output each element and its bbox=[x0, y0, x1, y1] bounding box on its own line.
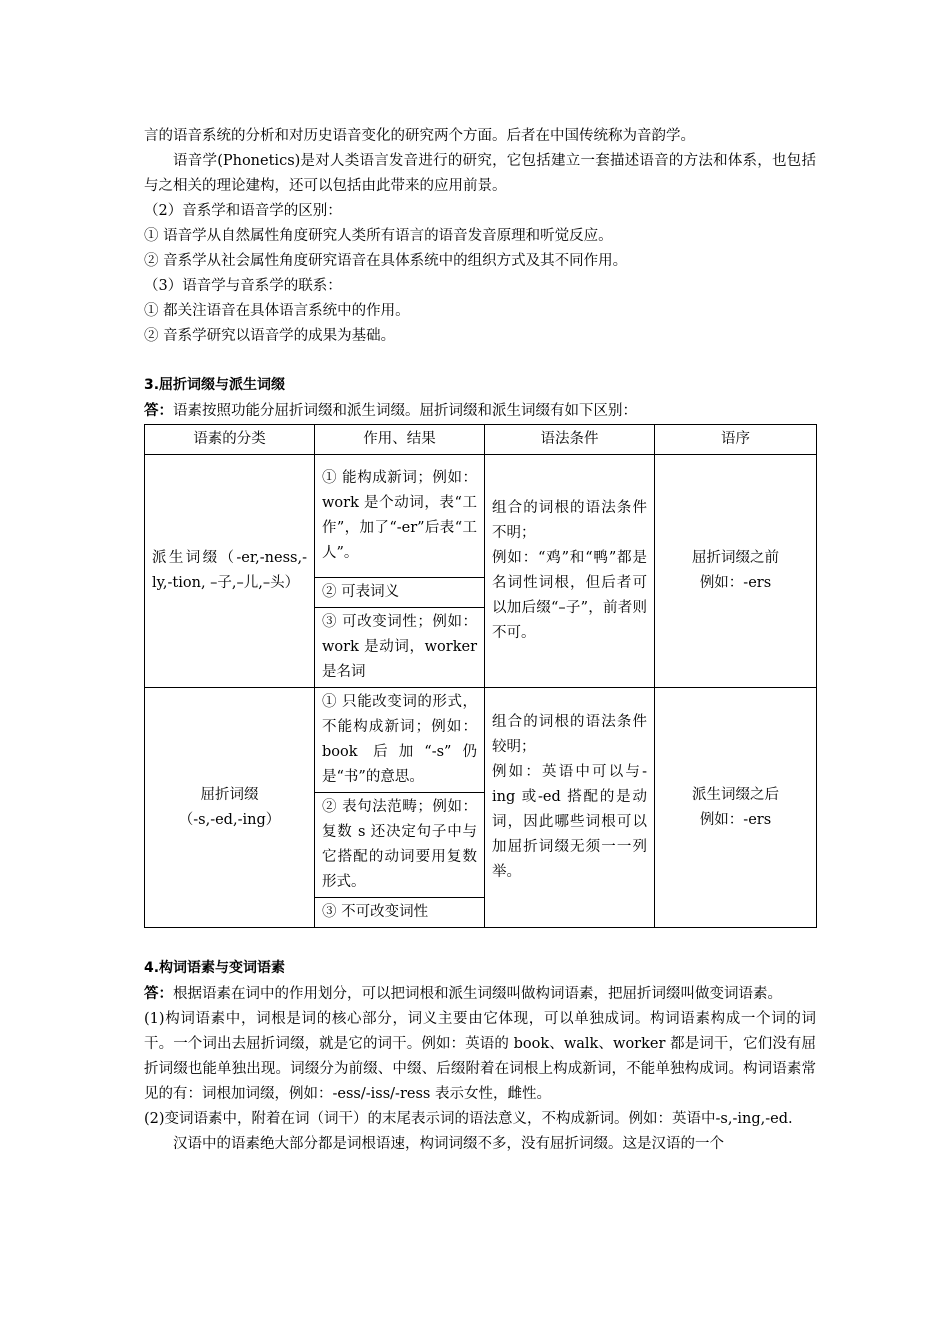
inflectional-order-2: 例如：-ers bbox=[699, 811, 772, 828]
inflectional-condition bbox=[485, 688, 655, 928]
section-4-title: 4.构词语素与变词语素 bbox=[144, 960, 286, 976]
inflectional-effect-3: ③ 不可改变词性 bbox=[315, 898, 485, 928]
derivational-order-2: 例如：-ers bbox=[699, 575, 772, 591]
inflectional-category-1: 屈折词缀 bbox=[200, 786, 259, 803]
difference-item-2: ② 音系学从社会属性角度研究语音在具体系统中的组织方式及其不同作用。 bbox=[144, 253, 628, 269]
table-header-row bbox=[145, 425, 817, 455]
affix-comparison-table bbox=[144, 424, 817, 928]
table-row bbox=[145, 688, 817, 793]
answer-label: 答： bbox=[144, 985, 173, 1002]
inflectional-order-1: 派生词缀之后 bbox=[692, 786, 779, 803]
relation-item-1: ① 都关注语音在具体语言系统中的作用。 bbox=[144, 303, 410, 319]
derivational-effect-3: ③ 可改变词性；例如：work 是动词，worker 是名词 bbox=[315, 608, 485, 688]
section-4-paragraph-1: (1)构词语素中，词根是词的核心部分，词义主要由它体现，可以单独成词。构词语素构成一个词的词干。一个词出去屈折词缀，就是它的词干。例如：英语的 book、walk、worker 都是词干，它们没有屈折词缀也能单独出现。词缀分为前缀、中缀、后缀附着在词根上构成新词，不能单独构成词。构词语素常见的有：词根加词缀，例如：-ess/-iss/-ress 表示女性，雌性。 bbox=[144, 1011, 816, 1102]
derivational-category: 派生词缀（-er,-ness,-ly,-tion, –子,–儿,–头） bbox=[145, 455, 315, 688]
section-4-paragraph-2: (2)变词语素中，附着在词（词干）的末尾表示词的语法意义，不构成新词。例如：英语中-s,-ing,-ed. bbox=[144, 1111, 793, 1127]
inflectional-condition-body: 例如：英语中可以与-ing 或-ed 搭配的是动词，因此哪些词根可以加屈折词缀无须一一列举。 bbox=[492, 764, 647, 880]
relation-title: （3）语音学与音系学的联系： bbox=[144, 278, 342, 294]
section-3-title: 3.屈折词缀与派生词缀 bbox=[144, 377, 286, 393]
header-order: 语序 bbox=[655, 425, 817, 455]
section-4-answer bbox=[144, 981, 816, 1007]
answer-text: 根据语素在词中的作用划分，可以把词根和派生词缀叫做构词语素，把屈折词缀叫做变词语素。 bbox=[173, 986, 782, 1002]
header-condition: 语法条件 bbox=[485, 425, 655, 455]
answer-text: 语素按照功能分屈折词缀和派生词缀。屈折词缀和派生词缀有如下区别： bbox=[173, 403, 637, 419]
derivational-effect-2: ② 可表词义 bbox=[315, 578, 485, 608]
relation-item-2: ② 音系学研究以语音学的成果为基础。 bbox=[144, 328, 396, 344]
difference-title: （2）音系学和语音学的区别： bbox=[144, 203, 342, 219]
answer-label: 答： bbox=[144, 402, 173, 419]
derivational-condition-body: 例如：“鸡”和“鸭”都是名词性词根，但后者可以加后缀“–子”，前者则不可。 bbox=[492, 550, 647, 641]
derivational-order bbox=[655, 455, 817, 688]
inflectional-category-2: （-s,-ed,-ing） bbox=[178, 811, 281, 828]
inflectional-effect-1: ① 只能改变词的形式，不能构成新词；例如：book 后加“-s”仍是“书”的意思。 bbox=[315, 688, 485, 793]
header-effect: 作用、结果 bbox=[315, 425, 485, 455]
inflectional-order bbox=[655, 688, 817, 928]
header-category: 语素的分类 bbox=[145, 425, 315, 455]
phonetics-paragraph: 语音学(Phonetics)是对人类语言发音进行的研究，它包括建立一套描述语音的方法和体系，也包括与之相关的理论建构，还可以包括由此带来的应用前景。 bbox=[144, 153, 816, 194]
inflectional-condition-head: 组合的词根的语法条件较明； bbox=[492, 714, 647, 755]
document-page bbox=[144, 124, 816, 1157]
derivational-condition-head: 组合的词根的语法条件不明； bbox=[492, 500, 647, 541]
section-4-paragraph-3: 汉语中的语素绝大部分都是词根语速，构词词缀不多，没有屈折词缀。这是汉语的一个 bbox=[173, 1136, 724, 1152]
intro-line: 言的语音系统的分析和对历史语音变化的研究两个方面。后者在中国传统称为音韵学。 bbox=[144, 128, 695, 144]
derivational-order-1: 屈折词缀之前 bbox=[692, 550, 779, 566]
inflectional-category bbox=[145, 688, 315, 928]
difference-item-1: ① 语音学从自然属性角度研究人类所有语言的语音发音原理和听觉反应。 bbox=[144, 228, 613, 244]
table-row bbox=[145, 455, 817, 578]
derivational-condition bbox=[485, 455, 655, 688]
derivational-effect-1: ① 能构成新词；例如：work 是个动词，表“工作”，加了“-er”后表“工人”。 bbox=[315, 455, 485, 578]
inflectional-effect-2: ② 表句法范畴；例如：复数 s 还决定句子中与它搭配的动词要用复数形式。 bbox=[315, 793, 485, 898]
section-3-answer bbox=[144, 398, 816, 424]
